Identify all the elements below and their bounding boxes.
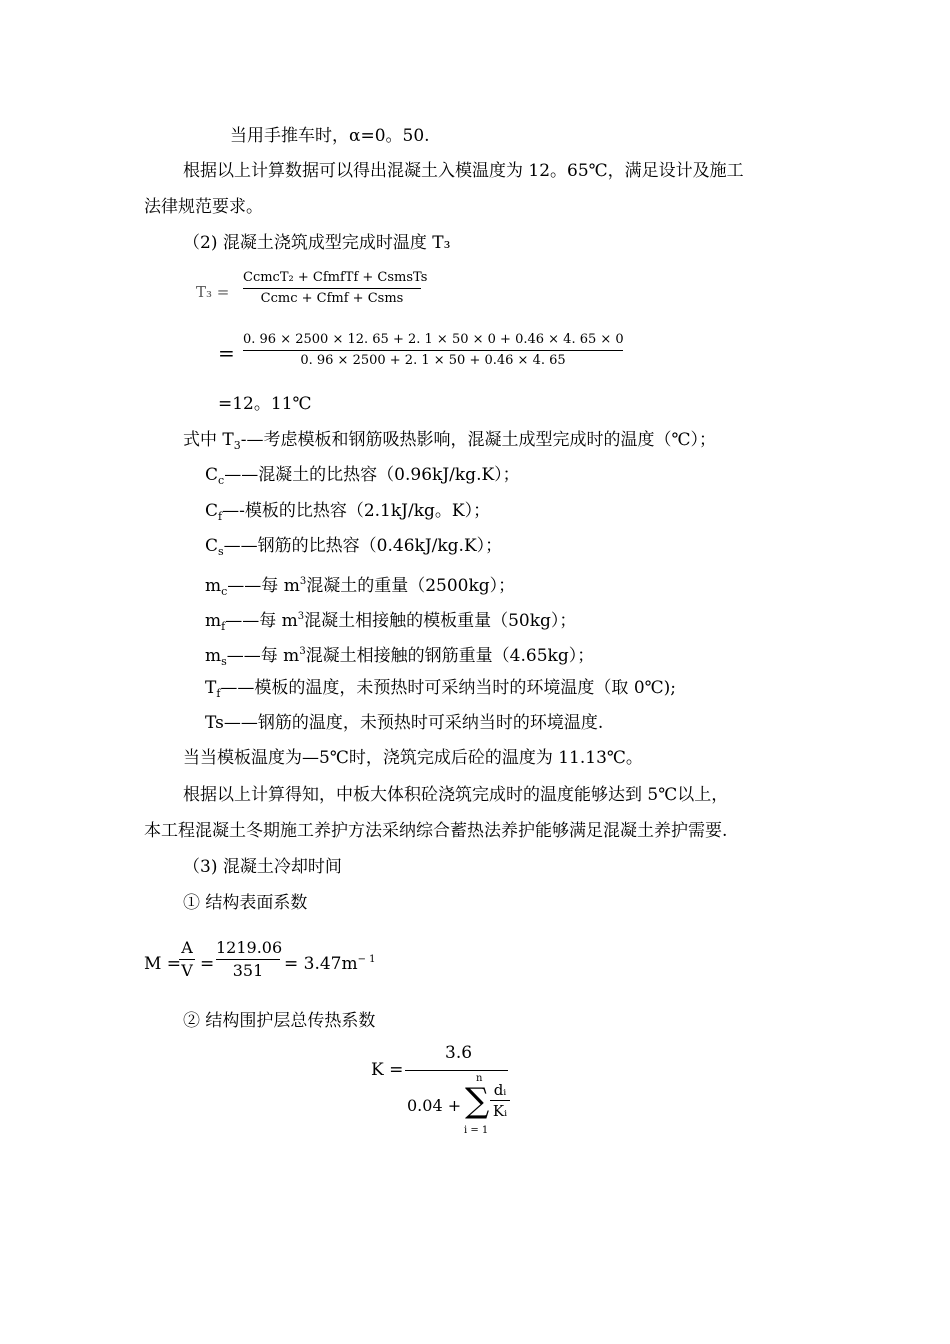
subscript: f — [216, 687, 221, 700]
paragraph-1-line-2: 法律规范要求。 — [144, 197, 263, 217]
definition-mc: $m_c——$每 $m^3$混凝土的重量（2500kg）； — [205, 576, 516, 598]
definition-mf-text: ——每 m — [225, 611, 298, 631]
k-formula-numerator: 3.6 — [445, 1043, 473, 1063]
t3-substitution-equals: = — [218, 341, 235, 365]
sum-lower-limit: i = 1 — [464, 1125, 489, 1136]
t3-formula-numerator: CcmcT₂ + CfmfTf + CsmsTs — [243, 270, 428, 285]
subscript: f — [221, 620, 226, 633]
superscript: 3 — [299, 576, 307, 587]
superscript: 3 — [297, 611, 305, 622]
subscript: c — [221, 585, 228, 598]
definition-cc-text: ——混凝土的比热容（0.96kJ/kg.K）； — [224, 465, 520, 485]
subscript: s — [221, 655, 227, 668]
definition-mf-text: 混凝土相接触的模板重量（50kg）； — [304, 611, 577, 631]
summation-symbol: ∑ — [465, 1081, 490, 1121]
alpha-line: 当用手推车时，α=0。50. — [230, 126, 430, 146]
subscript: f — [218, 510, 223, 523]
t3-formula-lhs: T₃ = — [196, 283, 230, 301]
m-formula-equals: = — [200, 954, 215, 974]
m-formula-value-fraction — [216, 937, 283, 982]
t3-formula-denominator: Ccmc + Cfmf + Csms — [260, 291, 404, 306]
section-2-heading: （2) 混凝土浇筑成型完成时温度 T₃ — [183, 233, 451, 253]
m-formula-denominator: 351 — [232, 961, 264, 980]
sum-upper-limit: n — [476, 1073, 483, 1084]
t3-result: =12。11℃ — [218, 394, 312, 414]
fraction-bar — [405, 1070, 508, 1071]
definition-t3-prefix: 式中 T — [183, 430, 234, 450]
definition-ms-text: 混凝土相接触的钢筋重量（4.65kg）； — [305, 646, 595, 666]
subscript: 3 — [233, 439, 241, 452]
definition-tf-text: ——模板的温度，未预热时可采纳当时的环境温度（取 0℃); — [220, 678, 677, 698]
k-formula-dk-fraction — [490, 1080, 510, 1121]
t3-formula-fraction — [243, 268, 428, 309]
definition-cs-text: ——钢筋的比热容（0.46kJ/kg.K）； — [223, 536, 503, 556]
m-formula-v: V — [181, 961, 193, 980]
definition-mf: $m_f——$每 $m^3$混凝土相接触的模板重量（50kg）； — [205, 611, 577, 633]
m-formula-lhs: M = — [144, 954, 182, 974]
k-formula-lhs: K = — [371, 1060, 404, 1080]
m-formula-result — [284, 954, 376, 974]
subscript: s — [218, 545, 224, 558]
m-formula-result-value: = 3.47m — [284, 954, 358, 974]
definition-mc-text: ——每 m — [227, 576, 300, 596]
definition-ms-text: ——每 m — [226, 646, 300, 666]
paragraph-1-line-1: 根据以上计算数据可以得出混凝土入模温度为 12。65℃，满足设计及施工 — [183, 161, 744, 181]
t3-substitution-numerator: 0. 96 × 2500 × 12. 65 + 2. 1 × 50 × 0 + 0.46 × 4. 65 × 0 — [243, 332, 624, 347]
definition-tf: $T_f——$模板的温度，未预热时可采纳当时的环境温度（取 0℃); — [205, 678, 677, 700]
formwork-temp-line: 当当模板温度为—5℃时，浇筑完成后砼的温度为 11.13℃。 — [183, 748, 643, 768]
definition-t3 — [183, 429, 716, 457]
item-2-heading: ② 结构围护层总传热系数 — [183, 1011, 376, 1031]
definition-cf: $C_f—-$模板的比热容（2.1kJ/kg。K）； — [205, 501, 491, 523]
definition-t3-text: -—考虑模板和钢筋吸热影响，混凝土成型完成时的温度（℃）； — [240, 430, 717, 450]
superscript: 3 — [299, 646, 306, 657]
item-1-heading: ① 结构表面系数 — [183, 893, 308, 913]
k-formula-k: Kᵢ — [492, 1102, 508, 1120]
k-formula-denominator-prefix: 0.04 + — [407, 1096, 462, 1115]
definition-cs: $C_s——$钢筋的比热容（0.46kJ/kg.K）； — [205, 536, 503, 558]
definition-cc: $C_c——$混凝土的比热容（0.96kJ/kg.K）； — [205, 465, 520, 487]
definition-cf-text: —-模板的比热容（2.1kJ/kg。K）； — [222, 501, 491, 521]
m-formula-a: A — [181, 938, 193, 957]
definition-mc-text: 混凝土的重量（2500kg）； — [306, 576, 516, 596]
definition-ts: Ts——钢筋的温度，未预热时可采纳当时的环境温度. — [205, 713, 604, 733]
m-formula-av-fraction — [179, 937, 195, 982]
t3-substitution-fraction — [243, 330, 623, 371]
k-formula-d: dᵢ — [493, 1081, 507, 1099]
t3-substitution-denominator: 0. 96 × 2500 + 2. 1 × 50 + 0.46 × 4. 65 — [300, 353, 566, 368]
paragraph-2-line-2: 本工程混凝土冬期施工养护方法采纳综合蓄热法养护能够满足混凝土养护需要. — [144, 821, 728, 841]
paragraph-2-line-1: 根据以上计算得知，中板大体积砼浇筑完成时的温度能够达到 5℃以上， — [183, 785, 729, 805]
section-3-heading: （3) 混凝土冷却时间 — [183, 857, 342, 877]
m-formula-numerator: 1219.06 — [216, 938, 283, 957]
definition-ms: $m_s——$每 $m^3$混凝土相接触的钢筋重量（4.65kg）； — [205, 646, 595, 668]
superscript: − 1 — [357, 954, 376, 965]
subscript: c — [218, 474, 225, 487]
